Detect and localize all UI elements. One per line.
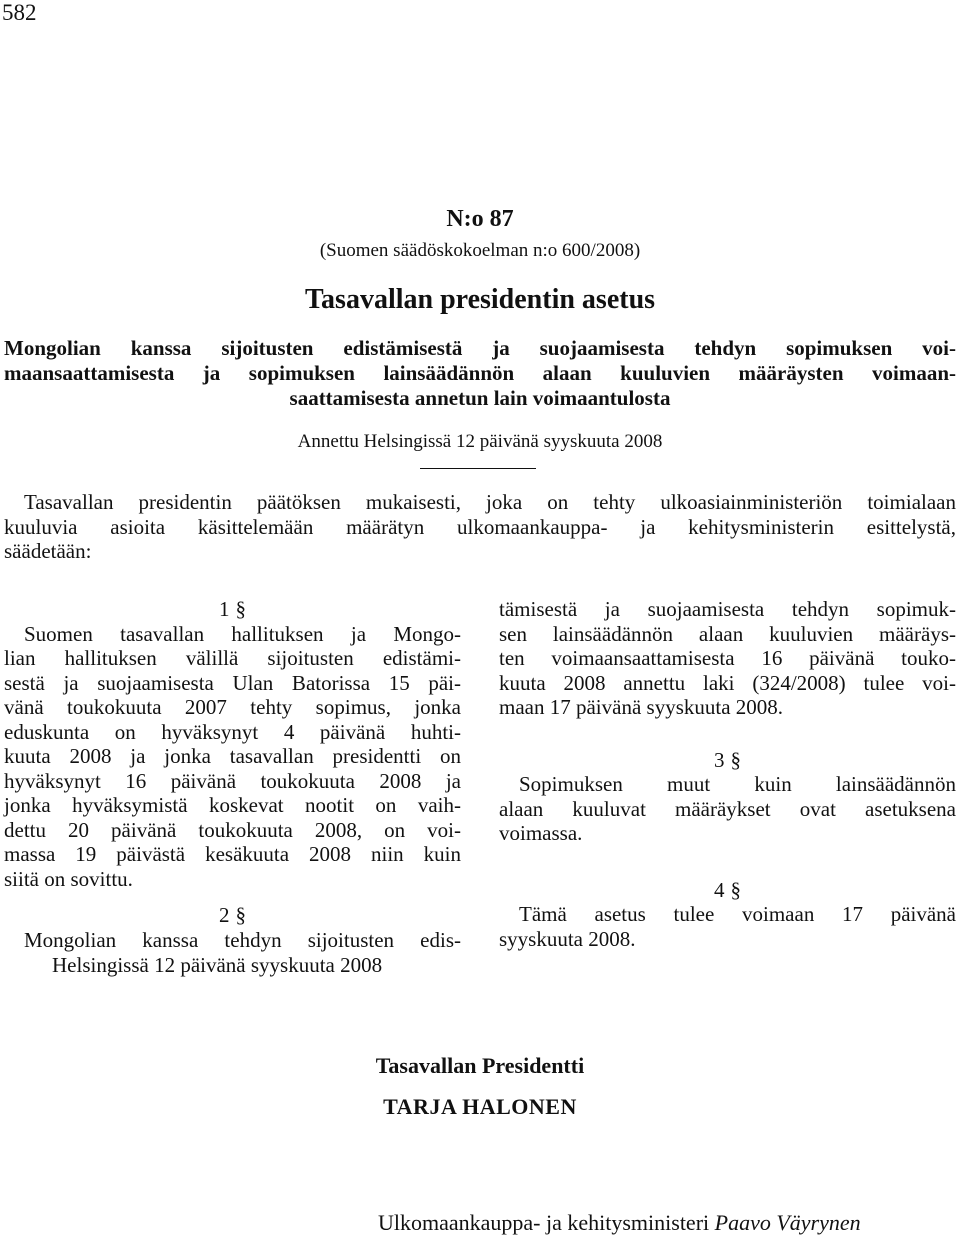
section-3-line: voimassa. [499, 821, 583, 845]
section-1-line: Suomen tasavallan hallituksen ja Mongo- [24, 621, 461, 646]
preamble-line: kuuluvia asioita käsittelemään määrätyn ulkomaankauppa- ja kehitysministerin esittelystä, [4, 514, 956, 539]
section-2-heading [4, 903, 461, 928]
signature-office: Tasavallan Presidentti [375, 1053, 585, 1078]
left-column [4, 597, 461, 952]
section-1-line: vänä toukokuuta 2007 tehty sopimus, jonka [4, 695, 461, 719]
section-sign-icon: § [730, 877, 741, 902]
countersignature [378, 1210, 861, 1236]
section-3-line: alaan kuuluvat määräykset ovat asetuksena [499, 796, 956, 821]
section-1-line: jonka hyväksymistä koskevat nootit on vaih- [4, 793, 461, 817]
section-1-line: hyväksynyt 16 päivänä toukokuuta 2008 ja [4, 768, 461, 793]
section-2-line: ten voimaansaattamisesta 16 päivänä touko- [499, 646, 956, 670]
document-title: Tasavallan presidentin asetus [304, 284, 656, 315]
subtitle-line: maansaattamisesta ja sopimuksen lainsäädännön alaan kuuluvien määräysten voimaan- [4, 361, 956, 385]
section-3-number: 3 [714, 747, 725, 772]
section-1-number: 1 [219, 597, 230, 621]
preamble-line: säädetään: [4, 539, 92, 563]
minister-title: Ulkomaankauppa- ja kehitysministeri [378, 1210, 710, 1235]
section-2-number: 2 [219, 903, 230, 927]
divider-rule [420, 468, 536, 469]
minister-name: Paavo Väyrynen [714, 1210, 861, 1235]
section-1-line: lian hallituksen välillä sijoitusten edistämi- [4, 646, 461, 670]
section-3-line: Sopimuksen muut kuin lainsäädännön [519, 772, 956, 796]
page-number: 582 [2, 0, 37, 25]
section-1-line: siitä on sovittu. [4, 866, 133, 891]
section-3-heading [499, 748, 956, 773]
section-1-line: sestä ja suojaamisesta Ulan Batorissa 15 päi- [4, 670, 461, 695]
preamble [4, 490, 956, 564]
section-1-line: dettu 20 päivänä toukokuuta 2008, on voi- [4, 817, 461, 842]
section-sign-icon: § [730, 747, 741, 772]
section-2-line: sen lainsäädännön alaan kuuluvien määräys- [499, 621, 956, 646]
section-4-heading [499, 878, 956, 903]
section-1-line: kuuta 2008 ja jonka tasavallan presidentti on [4, 744, 461, 768]
preamble-line: Tasavallan presidentin päätöksen mukaisesti, joka on tehty ulkoasiainministeriön toimialaan [24, 490, 956, 514]
section-2-line: Mongolian kanssa tehdyn sijoitusten edis- [24, 927, 461, 952]
subtitle-line: Mongolian kanssa sijoitusten edistämisestä ja suojaamisesta tehdyn sopimuksen voi- [4, 336, 956, 360]
statute-number: N:o 87 [446, 206, 514, 232]
section-2-line: maan 17 päivänä syyskuuta 2008. [499, 695, 784, 719]
section-1-heading [4, 597, 461, 622]
signature-place-date: Helsingissä 12 päivänä syyskuuta 2008 [52, 953, 383, 977]
signature-name: TARJA HALONEN [383, 1094, 577, 1119]
document-subtitle [4, 336, 956, 411]
section-1-line: massa 19 päivästä kesäkuuta 2008 niin kuin [4, 842, 461, 866]
collection-reference: (Suomen säädöskokoelman n:o 600/2008) [319, 240, 641, 261]
section-2-line: tämisestä ja suojaamisesta tehdyn sopimuk- [499, 597, 956, 621]
given-date: Annettu Helsingissä 12 päivänä syyskuuta 2008 [297, 431, 663, 452]
section-2-line: kuuta 2008 annettu laki (324/2008) tulee voi- [499, 670, 956, 695]
right-column [499, 597, 956, 951]
section-4-number: 4 [714, 877, 725, 902]
section-sign-icon: § [235, 597, 246, 621]
section-sign-icon: § [235, 903, 246, 927]
section-4-line: Tämä asetus tulee voimaan 17 päivänä [519, 902, 956, 926]
section-4-line: syyskuuta 2008. [499, 926, 636, 951]
section-1-line: eduskunta on hyväksynyt 4 päivänä huhti- [4, 719, 461, 744]
subtitle-line: saattamisesta annetun lain voimaantulosta [289, 386, 671, 410]
